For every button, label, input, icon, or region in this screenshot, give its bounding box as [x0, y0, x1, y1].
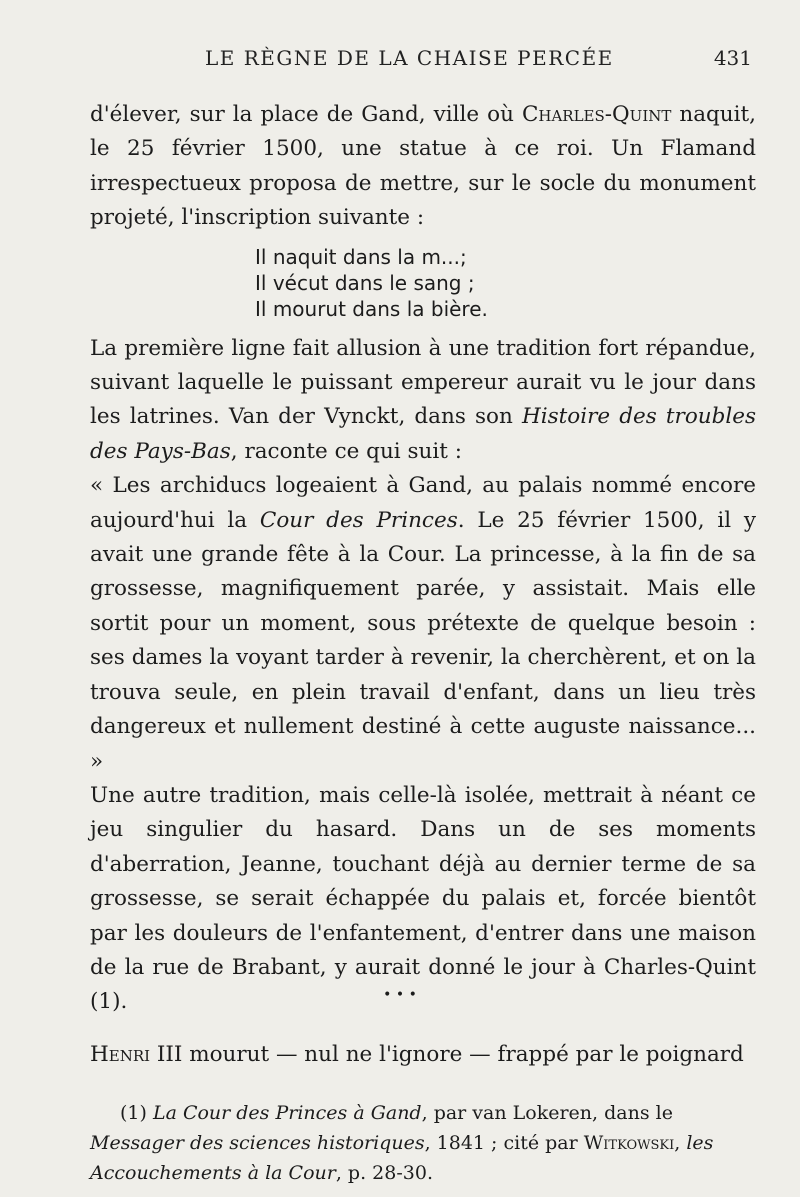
paragraph-4: Une autre tradition, mais celle-là isolée, mettrait à néant ce jeu singulier du hasard. Dans un de ses moments d'aberration, Jeanne, touchant déjà au dernier terme de sa grossesse, se serait échappée du palais et, forcée bientôt par les douleurs de l'enfantement, d'entrer dans une maison de la rue de Brabant, y aurait donné le jour à Charles-Quint (1). [90, 782, 756, 1015]
paragraph-5: Henri III mourut — nul ne l'ignore — frappé par le poignard [90, 1042, 744, 1067]
verse-line: Il naquit dans la m...; [255, 244, 467, 269]
page-number: 431 [713, 46, 752, 70]
main-text [90, 98, 756, 1020]
page-header [0, 40, 800, 80]
inscription-verse [255, 244, 756, 322]
paragraph-2: La première ligne fait allusion à une tradition fort répandue, suivant laquelle le puissant empereur aurait vu le jour dans les latrines. Van der Vynckt, dans son Histoire des troubles des Pays-Bas, raconte ce qui suit : [90, 335, 757, 464]
book-title: Histoire des troubles des Pays-Bas [90, 404, 757, 464]
footnote: (1) La Cour des Princes à Gand, par van Lokeren, dans le Messager des sciences historiques, 1841 ; cité par Witkowski, les Accouchements à la Cour, p. 28-30. [90, 1102, 714, 1184]
place-title: Cour des Princes [259, 507, 458, 533]
section-separator: • • • [383, 987, 417, 1003]
person-name: Henri [90, 1042, 151, 1067]
verse-line: Il mourut dans la bière. [255, 296, 488, 321]
verse-line: Il vécut dans le sang ; [255, 270, 475, 295]
person-name: Charles-Quint [521, 102, 672, 127]
running-title: LE RÈGNE DE LA CHAISE PERCÉE [205, 46, 614, 70]
paragraph-3: « Les archiducs logeaient à Gand, au palais nommé encore aujourd'hui la Cour des Princes. Le 25 février 1500, il y avait une grande fête à la Cour. La princesse, à la fin de sa grossesse, magnifiquement parée, y assistait. Mais elle sortit pour un moment, sous prétexte de quelque besoin : ses dames la voyant tarder à revenir, la cherchèrent, et on la trouva seule, en plein travail d'enfant, dans un lieu très dangereux et nullement destiné à cette auguste naissance... » [90, 473, 756, 774]
paragraph-1: d'élever, sur la place de Gand, ville où Charles-Quint naquit, le 25 février 1500, une statue à ce roi. Un Flamand irrespectueux proposa de mettre, sur le socle du monument projeté, l'inscription suivante : [90, 102, 757, 231]
